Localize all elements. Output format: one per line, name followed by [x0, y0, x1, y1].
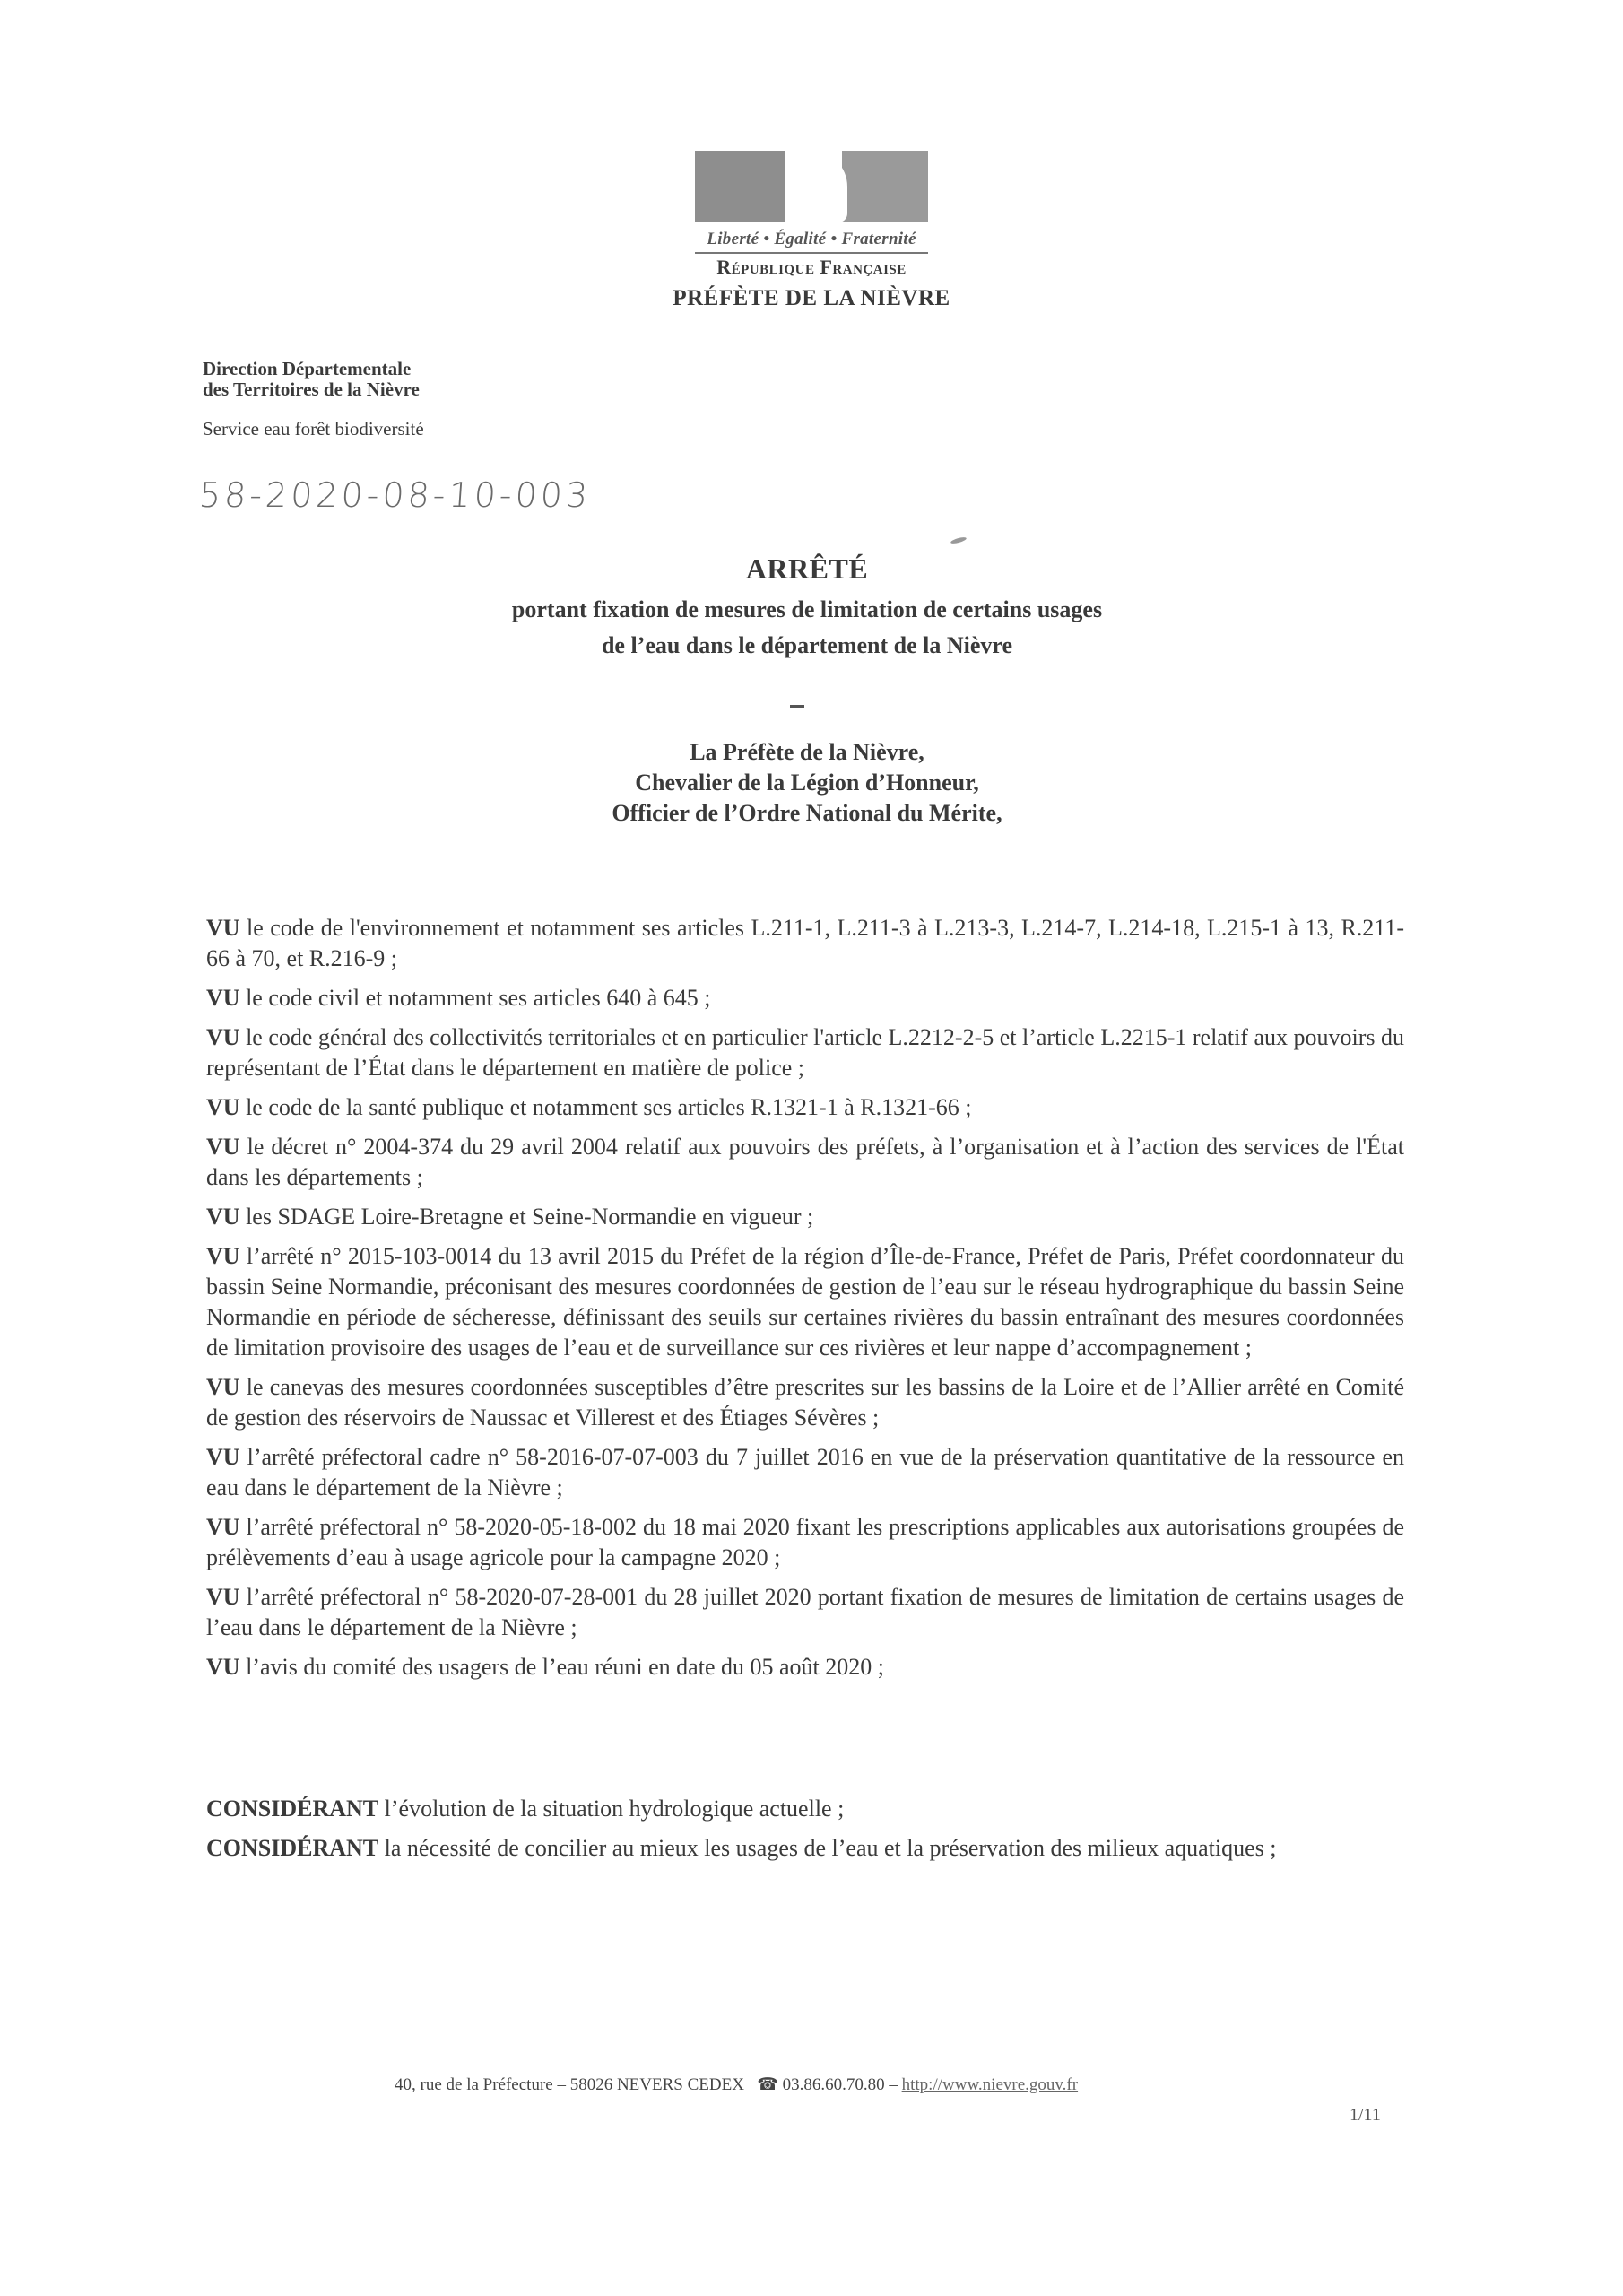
direction-line-2: des Territoires de la Nièvre [203, 378, 420, 400]
footer-website-link[interactable]: http://www.nievre.gouv.fr [901, 2075, 1079, 2094]
visas-list [206, 913, 1404, 1692]
page-number: 1/11 [1350, 2105, 1381, 2125]
authority-block [359, 737, 1255, 829]
visa-item: VU l’arrêté préfectoral n° 58-2020-05-18-002 du 18 mai 2020 fixant les prescriptions applicables aux autorisations groupées de prélèvements d’eau à usage agricole pour la campagne 2020 ; [206, 1514, 1404, 1570]
sender-service: Service eau forêt biodiversité [203, 418, 424, 439]
telephone-icon: ☎ [757, 2075, 778, 2094]
authority-heading: PRÉFÈTE DE LA NIÈVRE [673, 286, 950, 310]
republic-name: République Française [716, 256, 907, 278]
authority-line-2: Chevalier de la Légion d’Honneur, [635, 770, 979, 796]
handwritten-reference-number: 58-2020-08-10-003 [197, 475, 593, 515]
considerant-item: CONSIDÉRANT la nécessité de concilier au mieux les usages de l’eau et la préservation des milieux aquatiques ; [206, 1835, 1277, 1861]
sender-direction [203, 359, 420, 400]
direction-line-1: Direction Départementale [203, 358, 412, 379]
visa-item: VU l’avis du comité des usagers de l’eau réuni en date du 05 août 2020 ; [206, 1654, 884, 1680]
considerant-item: CONSIDÉRANT l’évolution de la situation hydrologique actuelle ; [206, 1796, 845, 1822]
document-subtitle-line-2: de l’eau dans le département de la Nièvre [601, 632, 1013, 658]
page-footer [395, 2074, 1078, 2095]
authority-line-3: Officier de l’Ordre National du Mérite, [612, 800, 1002, 826]
visa-item: VU l’arrêté préfectoral cadre n° 58-2016-07-07-003 du 7 juillet 2016 en vue de la préservation quantitative de la ressource en eau dans le département de la Nièvre ; [206, 1444, 1404, 1500]
visa-item: VU le code de l'environnement et notamment ses articles L.211-1, L.211-3 à L.213-3, L.214-7, L.214-18, L.215-1 à 13, R.211-66 à 70, et R.216-9 ; [206, 915, 1404, 971]
visa-item: VU le canevas des mesures coordonnées susceptibles d’être prescrites sur les bassins de la Loire et de l’Allier arrêté en Comité de gestion des réservoirs de Naussac et Villerest et des Étiages Sévères ; [206, 1374, 1404, 1431]
marianne-logo [695, 151, 928, 222]
considerants-list [206, 1794, 1404, 1873]
visa-item: VU le code civil et notamment ses articles 640 à 645 ; [206, 985, 711, 1011]
visa-item: VU le code général des collectivités territoriales et en particulier l'article L.2212-2-5 et l’article L.2215-1 relatif aux pouvoirs du représentant de l’État dans le département en matière de police ; [206, 1024, 1404, 1081]
visa-item: VU l’arrêté préfectoral n° 58-2020-07-28-001 du 28 juillet 2020 portant fixation de mesures de limitation de certains usages de l’eau dans le département de la Nièvre ; [206, 1584, 1404, 1640]
document-subtitle-line-1: portant fixation de mesures de limitation de certains usages [511, 596, 1103, 622]
republic-motto: Liberté • Égalité • Fraternité [707, 230, 916, 248]
motto-divider [695, 252, 928, 254]
title-separator [790, 705, 804, 708]
document-title: ARRÊTÉ [745, 552, 869, 585]
visa-item: VU le code de la santé publique et notamment ses articles R.1321-1 à R.1321-66 ; [206, 1094, 972, 1120]
footer-address: 40, rue de la Préfecture – 58026 NEVERS CEDEX [395, 2075, 744, 2094]
footer-phone: 03.86.60.70.80 – [782, 2075, 898, 2094]
header-logo-block [646, 151, 977, 311]
visa-item: VU l’arrêté n° 2015-103-0014 du 13 avril 2015 du Préfet de la région d’Île-de-France, Préfet de Paris, Préfet coordonnateur du bassin Seine Normandie, préconisant des mesures coordonnées de gestion de l’eau sur le réseau hydrographique du bassin Seine Normandie en période de sécheresse, définissant des seuils sur certaines rivières du bassin entraînant des mesures coordonnées de limitation provisoire des usages de l’eau et de surveillance sur ces rivières et leur nappe d’accompagnement ; [206, 1243, 1404, 1361]
document-title-block [269, 552, 1345, 659]
authority-line-1: La Préfète de la Nièvre, [690, 739, 924, 765]
ink-smudge [950, 536, 968, 544]
visa-item: VU le décret n° 2004-374 du 29 avril 2004 relatif aux pouvoirs des préfets, à l’organisation et à l’action des services de l'État dans les départements ; [206, 1134, 1404, 1190]
visa-item: VU les SDAGE Loire-Bretagne et Seine-Normandie en vigueur ; [206, 1204, 814, 1230]
